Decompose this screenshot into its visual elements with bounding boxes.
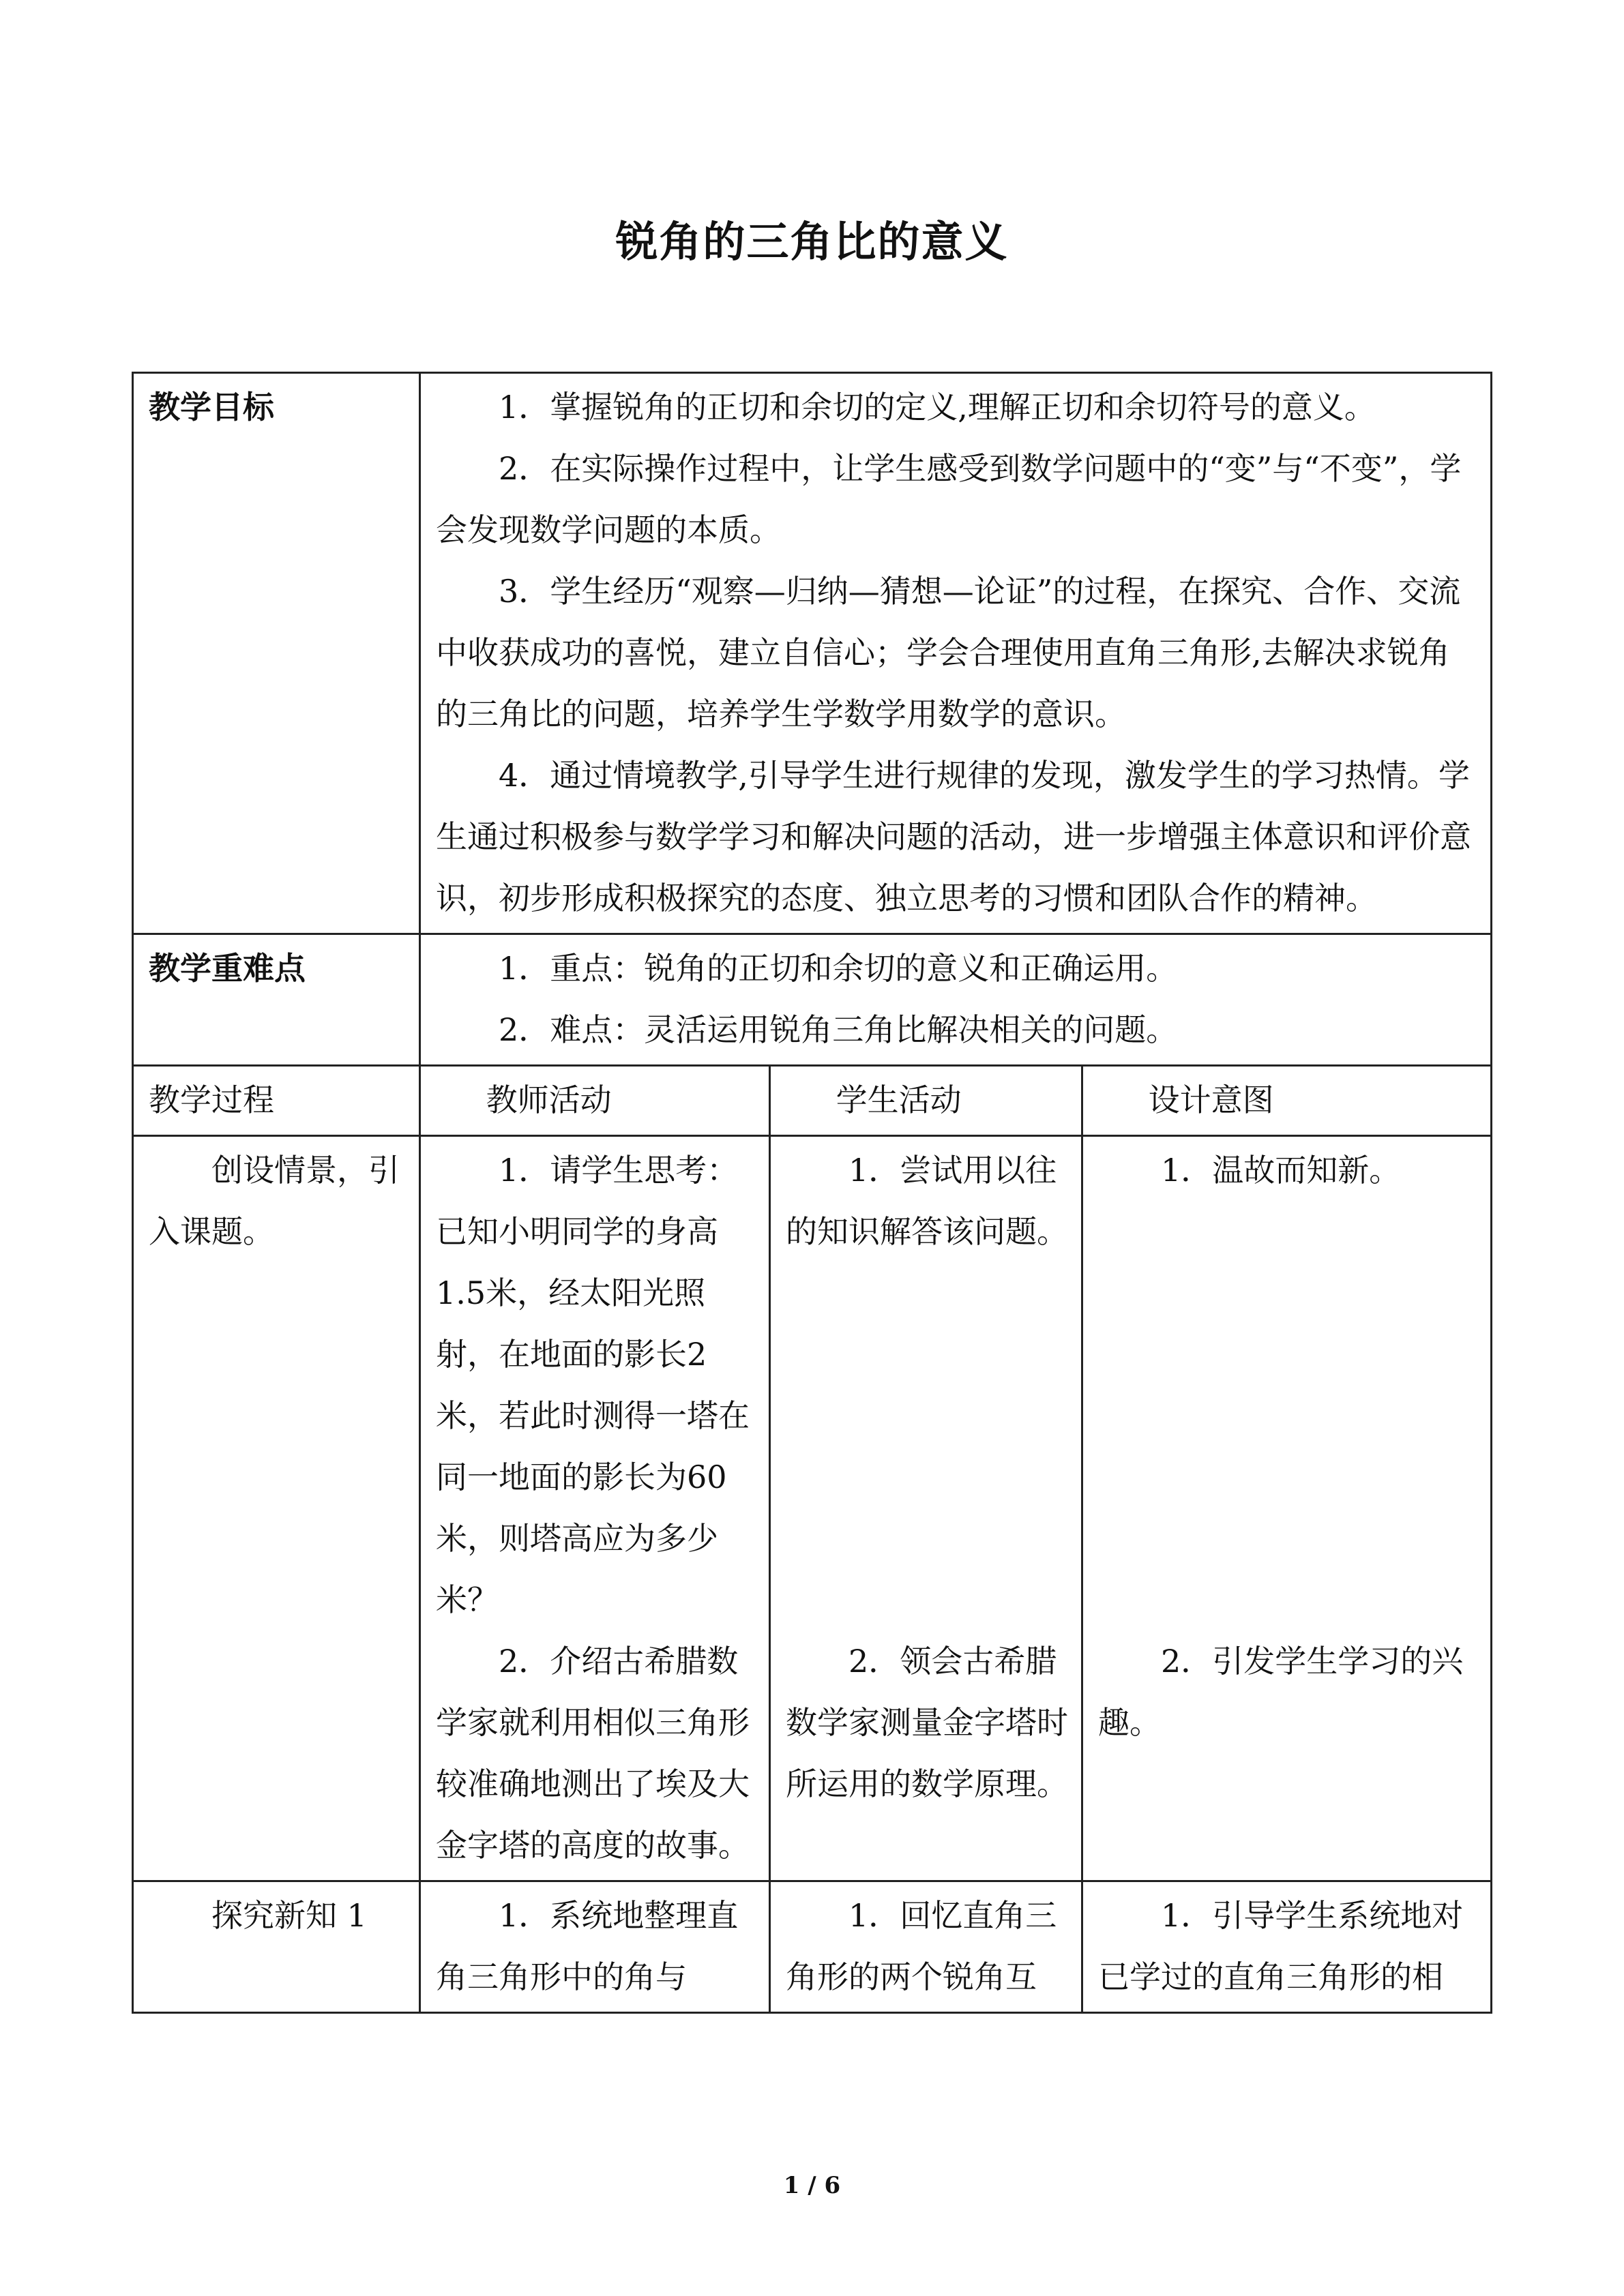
teacher-activity-cell <box>420 1136 770 1881</box>
design-intent-cell <box>1082 1881 1492 2013</box>
document-title: 锐角的三角比的意义 <box>615 217 1009 267</box>
stage-name: 创设情景，引入课题。 <box>149 1152 400 1250</box>
key-point-item: 1．重点：锐角的正切和余切的意义和正确运用。 <box>499 950 1178 987</box>
stage-row <box>133 1881 1492 2013</box>
header-teacher-activity: 教师活动 <box>420 1066 770 1136</box>
key-point-item: 2．难点：灵活运用锐角三角比解决相关的问题。 <box>499 1011 1178 1048</box>
teacher-activity-item: 1．请学生思考：已知小明同学的身高1.5米，经太阳光照射，在地面的影长2米，若此时测得一塔在同一地面的影长为60米，则塔高应为多少米？ <box>436 1152 750 1618</box>
design-intent-cell <box>1082 1136 1492 1881</box>
student-activity-cell <box>770 1136 1082 1881</box>
spacer <box>786 1262 1072 1630</box>
key-points-content <box>420 934 1492 1066</box>
teacher-activity-cell <box>420 1881 770 2013</box>
stage-name-cell <box>133 1136 420 1881</box>
header-process: 教学过程 <box>133 1066 420 1136</box>
student-activity-item: 1．尝试用以往的知识解答该问题。 <box>786 1152 1068 1250</box>
student-activity-item: 1．回忆直角三角形的两个锐角互 <box>786 1897 1057 1995</box>
student-activity-item: 2．领会古希腊数学家测量金字塔时所运用的数学原理。 <box>786 1643 1068 1802</box>
student-activity-cell <box>770 1881 1082 2013</box>
lesson-plan-table <box>132 372 1492 2014</box>
page-number: 1 / 6 <box>783 2172 841 2199</box>
stage-name-cell <box>133 1881 420 2013</box>
teacher-activity-item: 1．系统地整理直角三角形中的角与 <box>436 1897 739 1995</box>
objective-item: 1．掌握锐角的正切和余切的定义,理解正切和余切符号的意义。 <box>499 389 1376 426</box>
design-intent-item: 2．引发学生学习的兴趣。 <box>1098 1643 1464 1741</box>
design-intent-item: 1．温故而知新。 <box>1161 1152 1401 1189</box>
objective-item: 3．学生经历“观察—归纳—猜想—论证”的过程，在探究、合作、交流中收获成功的喜悦，建立自信心；学会合理使用直角三角形,去解决求锐角的三角比的问题，培养学生学数学用数学的意识。 <box>436 573 1461 732</box>
header-design-intent: 设计意图 <box>1082 1066 1492 1136</box>
teacher-activity-item: 2．介绍古希腊数学家就利用相似三角形较准确地测出了埃及大金字塔的高度的故事。 <box>436 1643 750 1864</box>
spacer <box>1098 1201 1481 1630</box>
objective-item: 4．通过情境教学,引导学生进行规律的发现，激发学生的学习热情。学生通过积极参与数学学习和解决问题的活动，进一步增强主体意识和评价意识，初步形成积极探究的态度、独立思考的习惯和团队合作的精神。 <box>436 757 1471 916</box>
stage-row <box>133 1136 1492 1881</box>
key-points-row <box>133 934 1492 1066</box>
design-intent-item: 1．引导学生系统地对已学过的直角三角形的相 <box>1098 1897 1464 1995</box>
objectives-row <box>133 373 1492 934</box>
objectives-label: 教学目标 <box>133 373 420 934</box>
stage-name: 探究新知 1 <box>211 1897 367 1934</box>
objectives-content <box>420 373 1492 934</box>
header-student-activity: 学生活动 <box>770 1066 1082 1136</box>
objective-item: 2．在实际操作过程中，让学生感受到数学问题中的“变”与“不变”，学会发现数学问题的本质。 <box>436 450 1462 548</box>
key-points-label: 教学重难点 <box>133 934 420 1066</box>
process-header-row <box>133 1066 1492 1136</box>
